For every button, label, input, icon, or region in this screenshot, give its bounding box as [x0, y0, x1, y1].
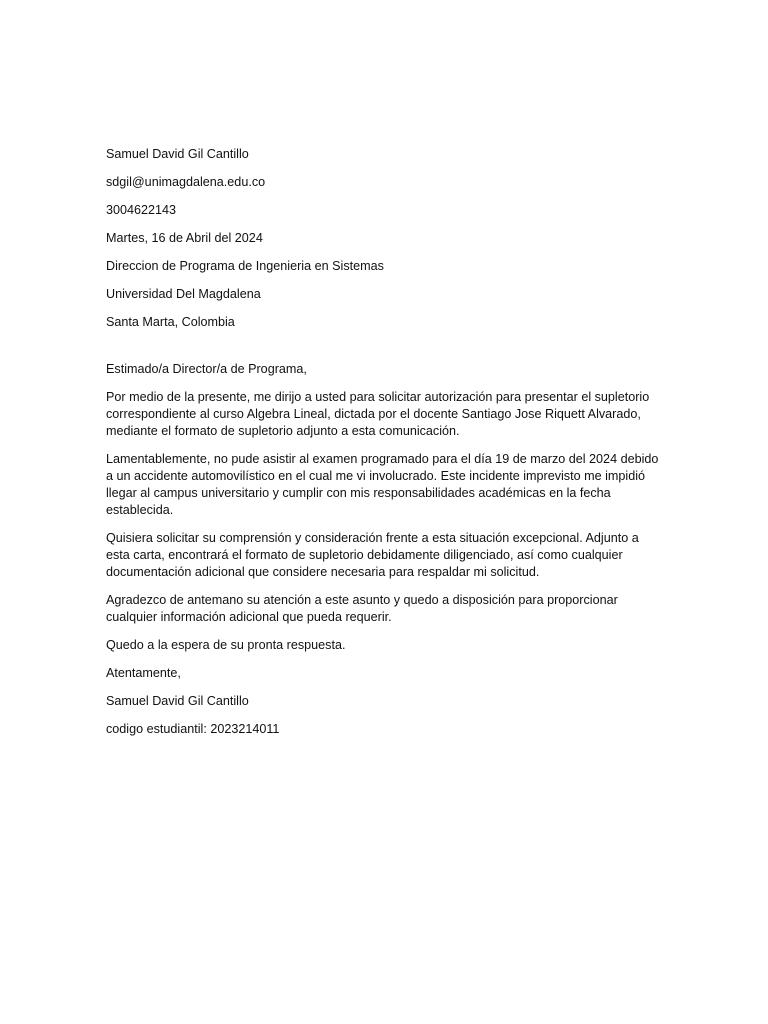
paragraph-consideration: Quisiera solicitar su comprensión y consideración frente a esta situación excepcional. Adjunto a esta carta, encontrará el formato de supletorio debidamente diligenciado, así como cualquier documentación adicional que considere necesaria para respaldar mi solicitud.	[106, 531, 639, 579]
recipient-office: Direccion de Programa de Ingenieria en Sistemas	[106, 259, 384, 273]
recipient-location: Santa Marta, Colombia	[106, 315, 235, 329]
sender-phone: 3004622143	[106, 203, 177, 217]
paragraph-awaiting: Quedo a la espera de su pronta respuesta.	[106, 638, 346, 652]
sender-email: sdgil@unimagdalena.edu.co	[106, 175, 266, 189]
student-code: codigo estudiantil: 2023214011	[106, 722, 280, 736]
closing: Atentamente,	[106, 666, 181, 680]
letter-date: Martes, 16 de Abril del 2024	[106, 231, 263, 245]
letter-body	[106, 389, 666, 654]
signature-name: Samuel David Gil Cantillo	[106, 694, 249, 708]
paragraph-thanks: Agradezco de antemano su atención a este asunto y quedo a disposición para proporcionar cualquier información adicional que pueda requerir.	[106, 593, 618, 624]
paragraph-reason: Lamentablemente, no pude asistir al examen programado para el día 19 de marzo del 2024 debido a un accidente automovilístico en el cual me vi involucrado. Este incidente imprevisto me impidió llegar al campus universitario y cumplir con mis responsabilidades académicas en la fecha establecida.	[106, 452, 659, 517]
sender-block	[106, 146, 666, 331]
salutation: Estimado/a Director/a de Programa,	[106, 362, 307, 376]
sender-name: Samuel David Gil Cantillo	[106, 147, 249, 161]
paragraph-request: Por medio de la presente, me dirijo a usted para solicitar autorización para presentar el supletorio correspondiente al curso Algebra Lineal, dictada por el docente Santiago Jose Riquett Alvarado, mediante el formato de supletorio adjunto a esta comunicación.	[106, 390, 650, 438]
recipient-university: Universidad Del Magdalena	[106, 287, 261, 301]
letter	[106, 146, 666, 749]
